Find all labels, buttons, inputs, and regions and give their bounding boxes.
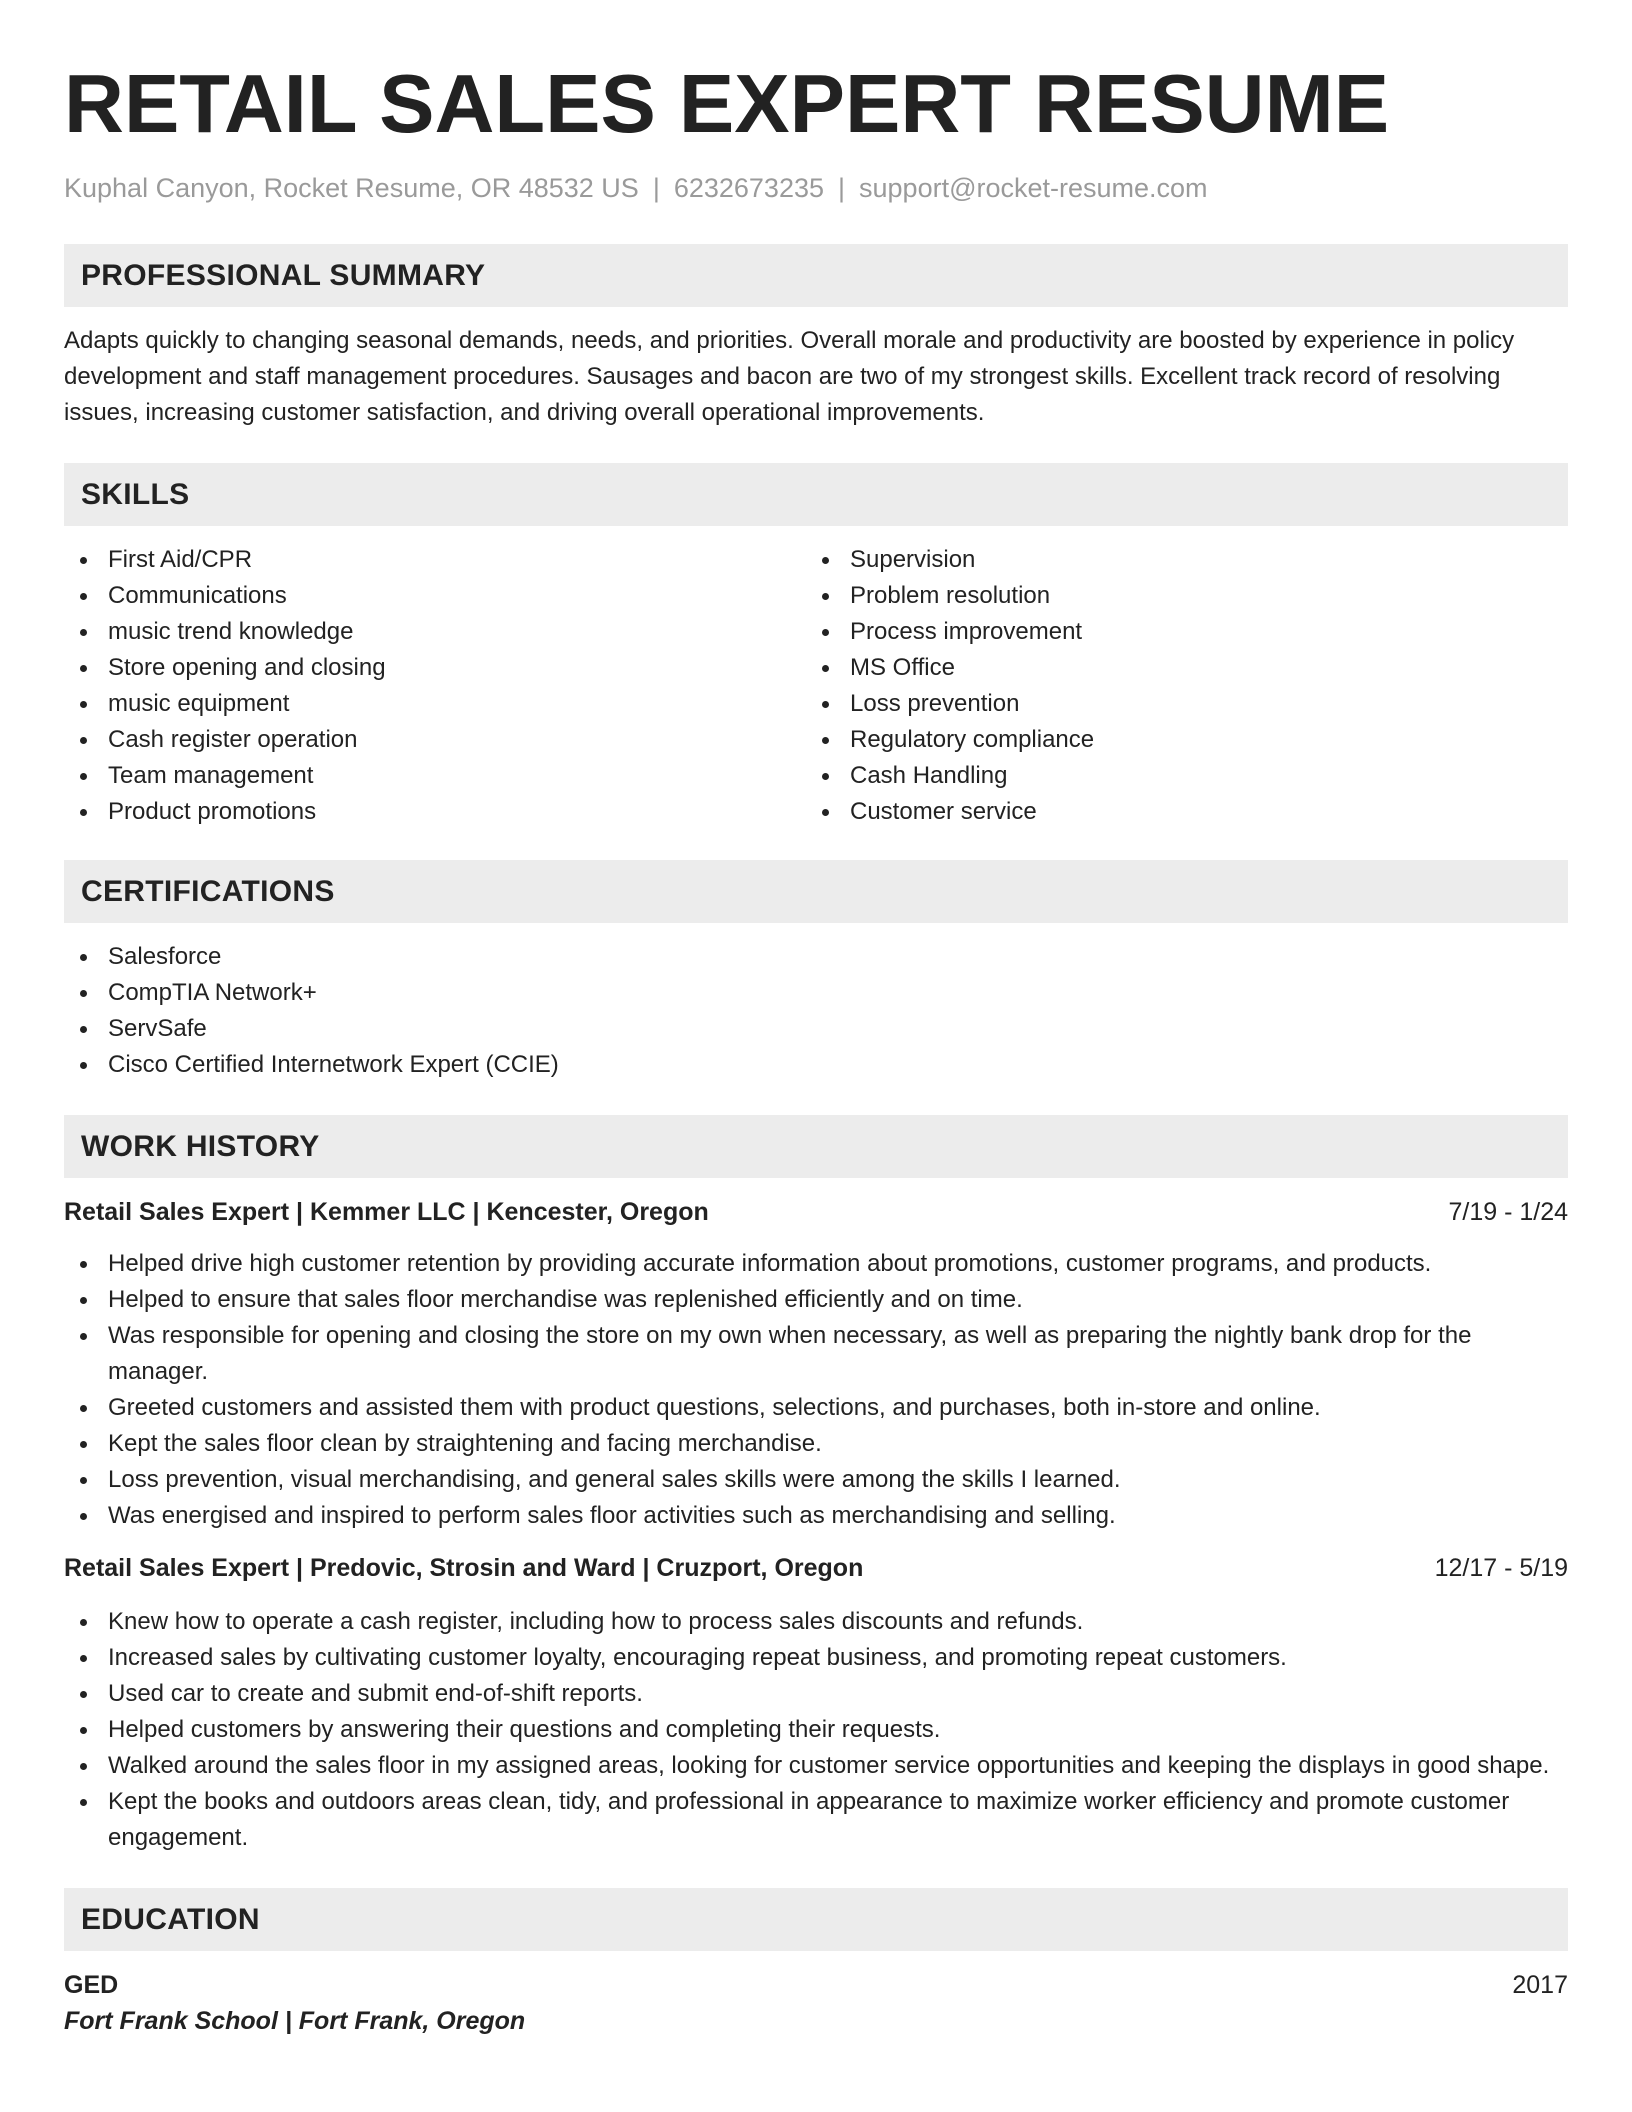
section-heading-summary: PROFESSIONAL SUMMARY <box>64 244 1568 307</box>
skills-list-right <box>806 542 1548 830</box>
skill-item: Cash register operation <box>108 722 806 758</box>
skill-item: Cash Handling <box>850 758 1548 794</box>
job-bullet: Knew how to operate a cash register, including how to process sales discounts and refunds. <box>108 1604 1568 1640</box>
contact-separator: | <box>652 173 660 203</box>
education-header <box>64 1967 1568 2003</box>
job-bullet: Helped to ensure that sales floor merchandise was replenished efficiently and on time. <box>108 1282 1568 1318</box>
contact-phone: 6232673235 <box>673 173 824 203</box>
contact-separator: | <box>838 173 846 203</box>
job-title: Retail Sales Expert | Predovic, Strosin and Ward | Cruzport, Oregon <box>64 1554 864 1582</box>
job-bullet: Greeted customers and assisted them with product questions, selections, and purchases, both in-store and online. <box>108 1390 1568 1426</box>
job-header <box>64 1194 1568 1230</box>
skill-item: MS Office <box>850 650 1548 686</box>
skill-item: Communications <box>108 578 806 614</box>
job-bullet: Was energised and inspired to perform sales floor activities such as merchandising and selling. <box>108 1498 1568 1534</box>
job-entry <box>64 1194 1568 1534</box>
skills-column-right <box>806 542 1548 830</box>
job-bullet: Used car to create and submit end-of-shift reports. <box>108 1676 1568 1712</box>
skill-item: Team management <box>108 758 806 794</box>
section-heading-skills: SKILLS <box>64 463 1568 526</box>
skill-item: music equipment <box>108 686 806 722</box>
skill-item: Process improvement <box>850 614 1548 650</box>
certification-item: CompTIA Network+ <box>108 975 1568 1011</box>
education-school: Fort Frank School | Fort Frank, Oregon <box>64 2007 526 2035</box>
job-header <box>64 1550 1568 1586</box>
job-bullet: Increased sales by cultivating customer loyalty, encouraging repeat business, and promoting repeat customers. <box>108 1640 1568 1676</box>
section-heading-work-history: WORK HISTORY <box>64 1115 1568 1178</box>
job-bullet: Loss prevention, visual merchandising, and general sales skills were among the skills I learned. <box>108 1462 1568 1498</box>
job-entry <box>64 1550 1568 1856</box>
contact-address: Kuphal Canyon, Rocket Resume, OR 48532 US <box>64 173 639 203</box>
skill-item: Regulatory compliance <box>850 722 1548 758</box>
job-bullet: Helped drive high customer retention by providing accurate information about promotions, customer programs, and products. <box>108 1246 1568 1282</box>
job-bullet: Kept the sales floor clean by straightening and facing merchandise. <box>108 1426 1568 1462</box>
skill-item: Supervision <box>850 542 1548 578</box>
section-heading-education: EDUCATION <box>64 1888 1568 1951</box>
contact-line <box>64 170 1568 206</box>
job-title: Retail Sales Expert | Kemmer LLC | Kencester, Oregon <box>64 1198 709 1226</box>
skill-item: Product promotions <box>108 794 806 830</box>
education-degree: GED <box>64 1971 119 1999</box>
skill-item: Problem resolution <box>850 578 1548 614</box>
job-dates: 7/19 - 1/24 <box>1448 1198 1568 1226</box>
certifications-list <box>64 939 1568 1083</box>
skills-column-left <box>64 542 806 830</box>
skill-item: First Aid/CPR <box>108 542 806 578</box>
skill-item: Loss prevention <box>850 686 1548 722</box>
summary-text: Adapts quickly to changing seasonal demands, needs, and priorities. Overall morale and productivity are boosted by experience in policy development and staff management procedures. Sausages and bacon are two of my strongest skills. Excellent track record of resolving issues, increasing customer satisfaction, and driving overall operational improvements. <box>64 327 1515 426</box>
section-heading-certifications: CERTIFICATIONS <box>64 860 1568 923</box>
education-year: 2017 <box>1512 1971 1568 1999</box>
skill-item: music trend knowledge <box>108 614 806 650</box>
certification-item: Salesforce <box>108 939 1568 975</box>
job-bullet: Kept the books and outdoors areas clean, tidy, and professional in appearance to maximize worker efficiency and promote customer engagement. <box>108 1784 1568 1856</box>
contact-email: support@rocket-resume.com <box>859 173 1208 203</box>
resume-page <box>64 54 1568 2039</box>
certification-item: Cisco Certified Internetwork Expert (CCIE) <box>108 1047 1568 1083</box>
job-bullet: Was responsible for opening and closing the store on my own when necessary, as well as preparing the nightly bank drop for the manager. <box>108 1318 1568 1390</box>
skills-grid <box>64 542 1568 830</box>
certification-item: ServSafe <box>108 1011 1568 1047</box>
job-bullet: Helped customers by answering their questions and completing their requests. <box>108 1712 1568 1748</box>
job-bullet: Walked around the sales floor in my assigned areas, looking for customer service opportunities and keeping the displays in good shape. <box>108 1748 1568 1784</box>
education-entry <box>64 1967 1568 2039</box>
job-bullets <box>64 1246 1568 1534</box>
resume-title: RETAIL SALES EXPERT RESUME <box>64 57 1390 150</box>
job-dates: 12/17 - 5/19 <box>1434 1554 1568 1582</box>
job-bullets <box>64 1604 1568 1856</box>
skills-list-left <box>64 542 806 830</box>
skill-item: Customer service <box>850 794 1548 830</box>
skill-item: Store opening and closing <box>108 650 806 686</box>
